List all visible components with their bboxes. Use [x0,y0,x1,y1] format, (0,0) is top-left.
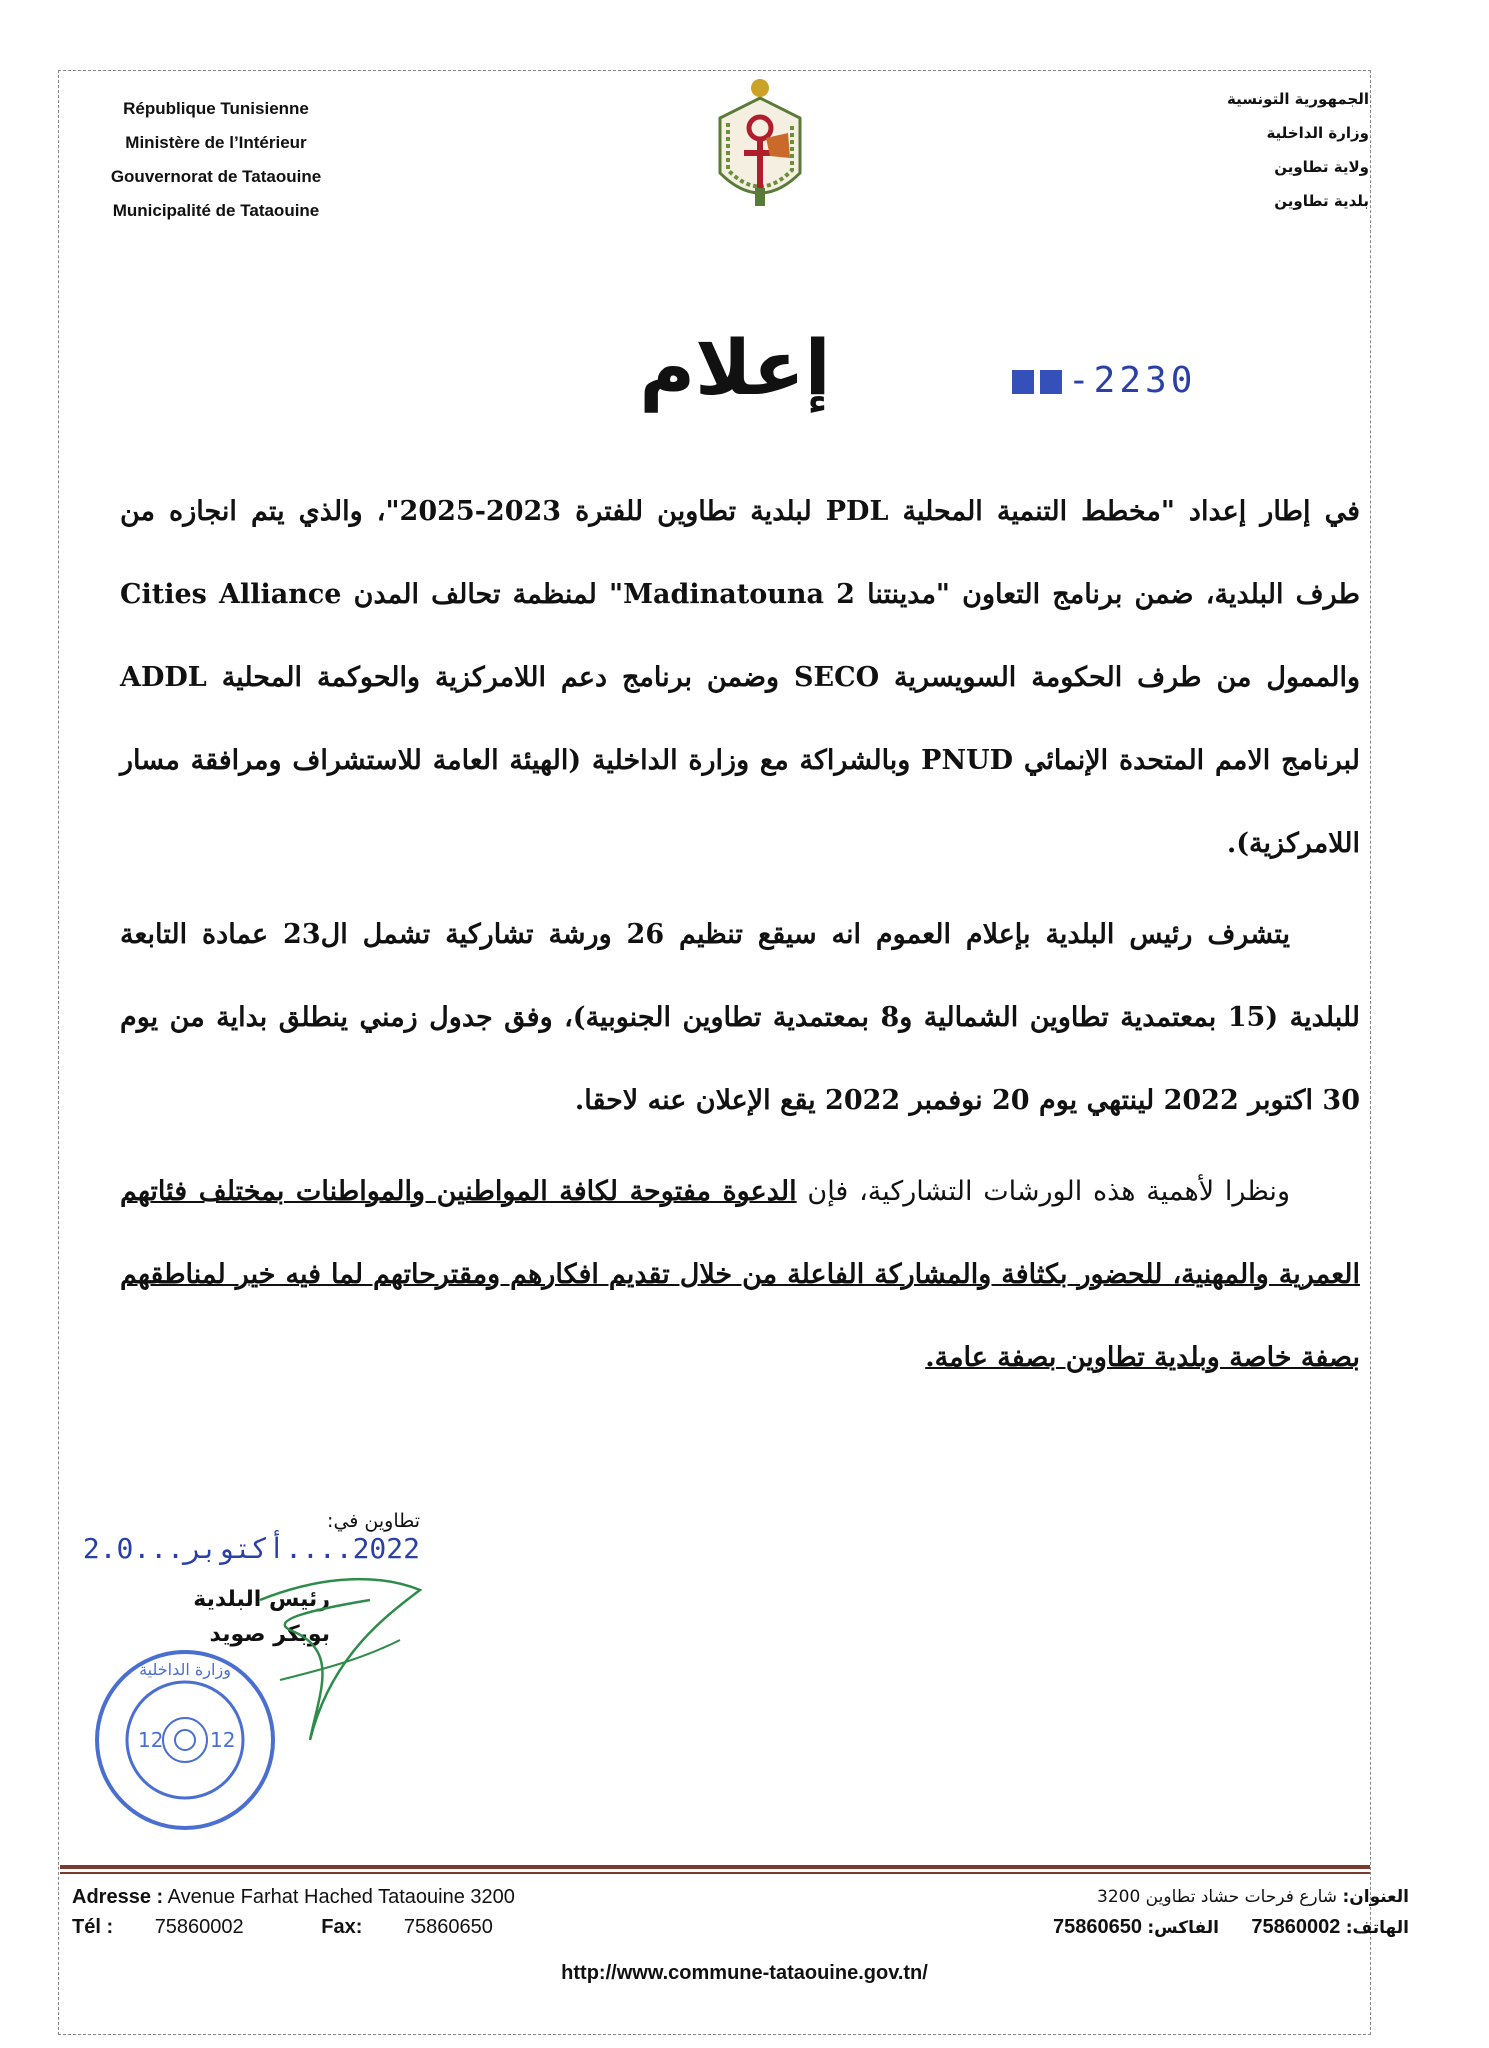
place-label: تطاوين في: [327,1510,420,1532]
footer-rule [60,1865,1370,1869]
stamp-mark [1040,370,1062,394]
footer-rule-thin [60,1872,1370,1874]
header-ar-line: ولاية تطاوين [1274,158,1369,176]
fr-tel-label: Tél : [72,1916,114,1938]
fr-address: Avenue Farhat Hached Tataouine 3200 [167,1886,515,1908]
ar-fax-label: الفاكس: [1147,1918,1219,1938]
header-fr-line: Gouvernorat de Tataouine [110,167,322,186]
ar-address-label: العنوان: [1342,1887,1409,1907]
header-ar-line: بلدية تطاوين [1274,192,1369,210]
header-french [96,92,336,228]
municipality-logo [700,78,820,218]
stamp-mark [1012,370,1034,394]
seal-text: وزارة الداخلية [139,1660,231,1679]
paragraph-1 [120,470,1360,885]
paragraph-3-underlined: الدعوة مفتوحة لكافة المواطنين والمواطنات بمختلف فئاتهم العمرية والمهنية، للحضور بكثافة والمشاركة الفاعلة من خلال تقديم افكارهم ومقترحاتهم لما فيه خير لمناطقهم بصفة خاصة وبلدية تطاوين بصفة عامة. [120,1176,1360,1373]
signatory-name: بوبكر صويد [209,1622,330,1647]
paragraph-2-text: يتشرف رئيس البلدية بإعلام العموم انه سيقع تنظيم 26 ورشة تشاركية تشمل ال23 عمادة التابعة للبلدية (15 بمعتمدية تطاوين الشمالية و8 بمعتمدية تطاوين الجنوبية)، وفق جدول زمني ينطلق بداية من يوم 30 اكتوبر 2022 لينتهي يوم 20 نوفمبر 2022 يقع الإعلان عنه لاحقا. [120,919,1361,1116]
header-ar-line: الجمهورية التونسية [1227,90,1369,108]
official-seal [90,1645,280,1835]
reference-stamp [1012,360,1196,401]
website-link[interactable]: http://www.commune-tataouine.gov.tn/ [561,1962,928,1984]
paragraph-1-text: في إطار إعداد "مخطط التنمية المحلية PDL لبلدية تطاوين للفترة 2023-2025"، والذي يتم انجازه من طرف البلدية، ضمن برنامج التعاون "مدينتنا Madinatouna 2" لمنظمة تحالف المدن Cities Alliance والممول من طرف الحكومة السويسرية SECO وضمن برنامج دعم اللامركزية والحوكمة المحلية ADDL لبرنامج الامم المتحدة الإنمائي PNUD وبالشراكة مع وزارة الداخلية (الهيئة العامة للاستشراف ومرافقة مسار اللامركزية). [120,496,1360,859]
seal-number-right: 12 [210,1728,236,1752]
ar-tel: 75860002 [1251,1916,1341,1938]
footer-arabic [909,1882,1409,1943]
footer-ar-address-row [909,1882,1409,1912]
ar-tel-label: الهاتف: [1345,1918,1409,1938]
handwritten-date: 2022....أكتوبر...2.0 [82,1532,420,1565]
signatory-role: رئيس البلدية [193,1587,330,1612]
header-ar-line: وزارة الداخلية [1266,124,1369,142]
fr-address-label: Adresse : [72,1886,164,1908]
document-title: إعلام [639,323,831,412]
footer-fr-address-row [72,1882,565,1912]
document-body [120,470,1360,1399]
ar-fax: 75860650 [1052,1916,1142,1938]
footer-french [72,1882,565,1942]
fr-tel: 75860002 [154,1916,244,1938]
seal-number-left: 12 [138,1728,164,1752]
paragraph-3 [120,1150,1360,1399]
fr-fax-label: Fax: [321,1916,363,1938]
footer-fr-phone-row [72,1912,565,1942]
header-fr-line: Municipalité de Tataouine [112,201,320,220]
ar-address: شارع فرحات حشاد تطاوين 3200 [1097,1887,1338,1907]
header-fr-line: Ministère de l’Intérieur [125,133,307,152]
footer-ar-phone-row [909,1912,1409,1943]
header-fr-line: République Tunisienne [123,99,309,118]
paragraph-3-text: ونظرا لأهمية هذه الورشات التشاركية، فإن [807,1176,1290,1207]
header-arabic [1169,82,1369,218]
fr-fax: 75860650 [403,1916,493,1938]
reference-number: -2230 [1068,360,1197,401]
paragraph-2 [120,893,1360,1142]
